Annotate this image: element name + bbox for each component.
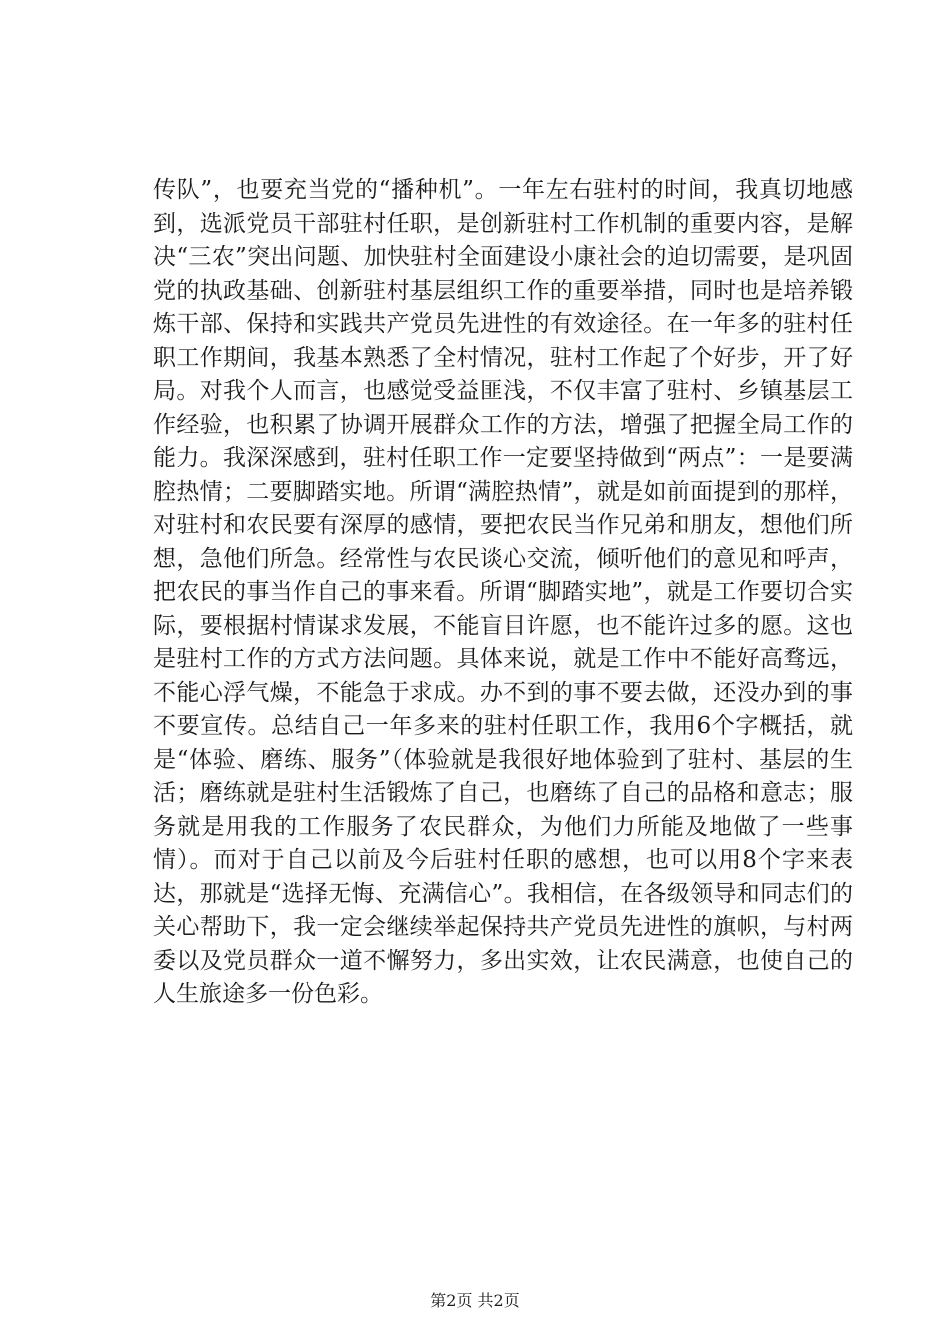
body-paragraph: 传队”，也要充当党的“播种机”。一年左右驻村的时间，我真切地感到，选派党员干部驻村任职，是创新驻村工作机制的重要内容，是解决“三农”突出问题、加快驻村全面建设小康社会的迫切需要，是巩固党的执政基础、创新驻村基层组织工作的重要举措，同时也是培养锻炼干部、保持和实践共产党员先进性的有效途径。在一年多的驻村任职工作期间，我基本熟悉了全村情况，驻村工作起了个好步，开了好局。对我个人而言，也感觉受益匪浅，不仅丰富了驻村、乡镇基层工作经验，也积累了协调开展群众工作的方法，增强了把握全局工作的能力。我深深感到，驻村任职工作一定要坚持做到“两点”：一是要满腔热情；二要脚踏实地。所谓“满腔热情”，就是如前面提到的那样，对驻村和农民要有深厚的感情，要把农民当作兄弟和朋友，想他们所想，急他们所急。经常性与农民谈心交流，倾听他们的意见和呼声，把农民的事当作自己的事来看。所谓“脚踏实地”，就是工作要切合实际，要根据村情谋求发展，不能盲目许愿，也不能许过多的愿。这也是驻村工作的方式方法问题。具体来说，就是工作中不能好高骛远，不能心浮气燥，不能急于求成。办不到的事不要去做，还没办到的事不要宣传。总结自己一年多来的驻村任职工作，我用6个字概括，就是“体验、磨练、服务”（体验就是我很好地体验到了驻村、基层的生活；磨练就是驻村生活锻炼了自己，也磨练了自己的品格和意志；服务就是用我的工作服务了农民群众，为他们力所能及地做了一些事情）。而对于自己以前及今后驻村任职的感想，也可以用8个字来表达，那就是“选择无悔、充满信心”。我相信，在各级领导和同志们的关心帮助下，我一定会继续举起保持共产党员先进性的旗帜，与村两委以及党员群众一道不懈努力，多出实效，让农民满意，也使自己的人生旅途多一份色彩。 [153, 177, 853, 1007]
page-number-footer: 第2页 共2页 [430, 1291, 520, 1310]
